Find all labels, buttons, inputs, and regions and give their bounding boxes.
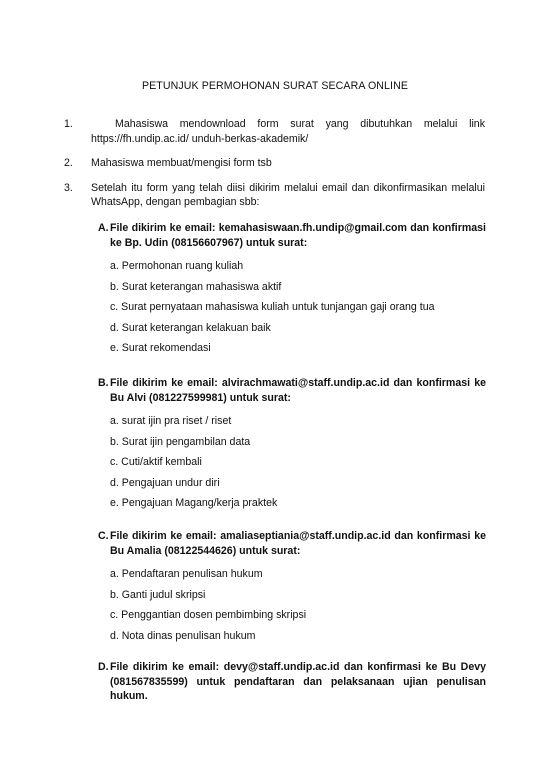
step-item-2 [64, 156, 485, 171]
section-heading [98, 660, 486, 704]
section-heading-text: File dikirim ke email: amaliaseptiania@staff.undip.ac.id dan konfirmasi ke Bu Amalia (08122544626) untuk surat: [110, 530, 486, 557]
step-number: 1. [64, 118, 73, 130]
section-b [98, 376, 486, 517]
list-item: a. Pendaftaran penulisan hukum [110, 568, 263, 580]
step-text: Setelah itu form yang telah diisi dikirim melalui email dan dikonfirmasikan melalui WhatsApp, dengan pembagian sbb: [91, 181, 485, 208]
section-heading [98, 529, 486, 558]
section-a [98, 221, 486, 362]
list-item: c. Surat pernyataan mahasiswa kuliah untuk tunjangan gaji orang tua [110, 301, 435, 313]
section-heading-text: File dikirim ke email: alvirachmawati@staff.undip.ac.id dan konfirmasi ke Bu Alvi (081227599981) untuk surat: [110, 377, 486, 404]
list-item: b. Ganti judul skripsi [110, 588, 206, 601]
section-heading-text: File dikirim ke email: devy@staff.undip.ac.id dan konfirmasi ke Bu Devy (081567835599) untuk pendaftaran dan pelaksanaan ujian penulisan hukum. [110, 661, 486, 702]
list-item: b. Surat ijin pengambilan data [110, 435, 251, 448]
section-letter: D. [98, 661, 109, 673]
section-letter: A. [98, 222, 109, 234]
list-item: e. Pengajuan Magang/kerja praktek [110, 497, 278, 509]
section-items [98, 259, 486, 355]
section-c [98, 529, 486, 649]
section-d [98, 660, 486, 704]
list-item: d. Nota dinas penulisan hukum [110, 629, 256, 642]
section-letter: C. [98, 530, 109, 542]
section-heading-text: File dikirim ke email: kemahasiswaan.fh.undip@gmail.com dan konfirmasi ke Bp. Udin (08156607967) untuk surat: [110, 222, 486, 249]
section-heading [98, 221, 486, 250]
list-item: c. Penggantian dosen pembimbing skripsi [110, 609, 307, 621]
step-number: 2. [64, 157, 73, 169]
steps-list [64, 117, 485, 218]
list-item: b. Surat keterangan mahasiswa aktif [110, 280, 282, 293]
section-heading [98, 376, 486, 405]
section-items [98, 567, 486, 643]
list-item: d. Pengajuan undur diri [110, 476, 220, 489]
list-item: e. Surat rekomendasi [110, 342, 211, 354]
step-number: 3. [64, 181, 73, 194]
list-item: a. Permohonan ruang kuliah [110, 260, 244, 272]
step-text: Mahasiswa membuat/mengisi form tsb [91, 157, 272, 169]
step-text: Mahasiswa mendownload form surat yang dibutuhkan melalui link [115, 118, 485, 130]
section-items [98, 414, 486, 510]
list-item: d. Surat keterangan kelakuan baik [110, 321, 271, 334]
list-item: a. surat ijin pra riset / riset [110, 415, 232, 427]
step-link[interactable]: https://fh.undip.ac.id/ unduh-berkas-akademik/ [91, 132, 309, 145]
document-title: PETUNJUK PERMOHONAN SURAT SECARA ONLINE [141, 80, 409, 92]
step-item-1 [64, 117, 485, 146]
step-item-3 [64, 181, 485, 210]
section-letter: B. [98, 377, 109, 389]
list-item: c. Cuti/aktif kembali [110, 456, 202, 468]
